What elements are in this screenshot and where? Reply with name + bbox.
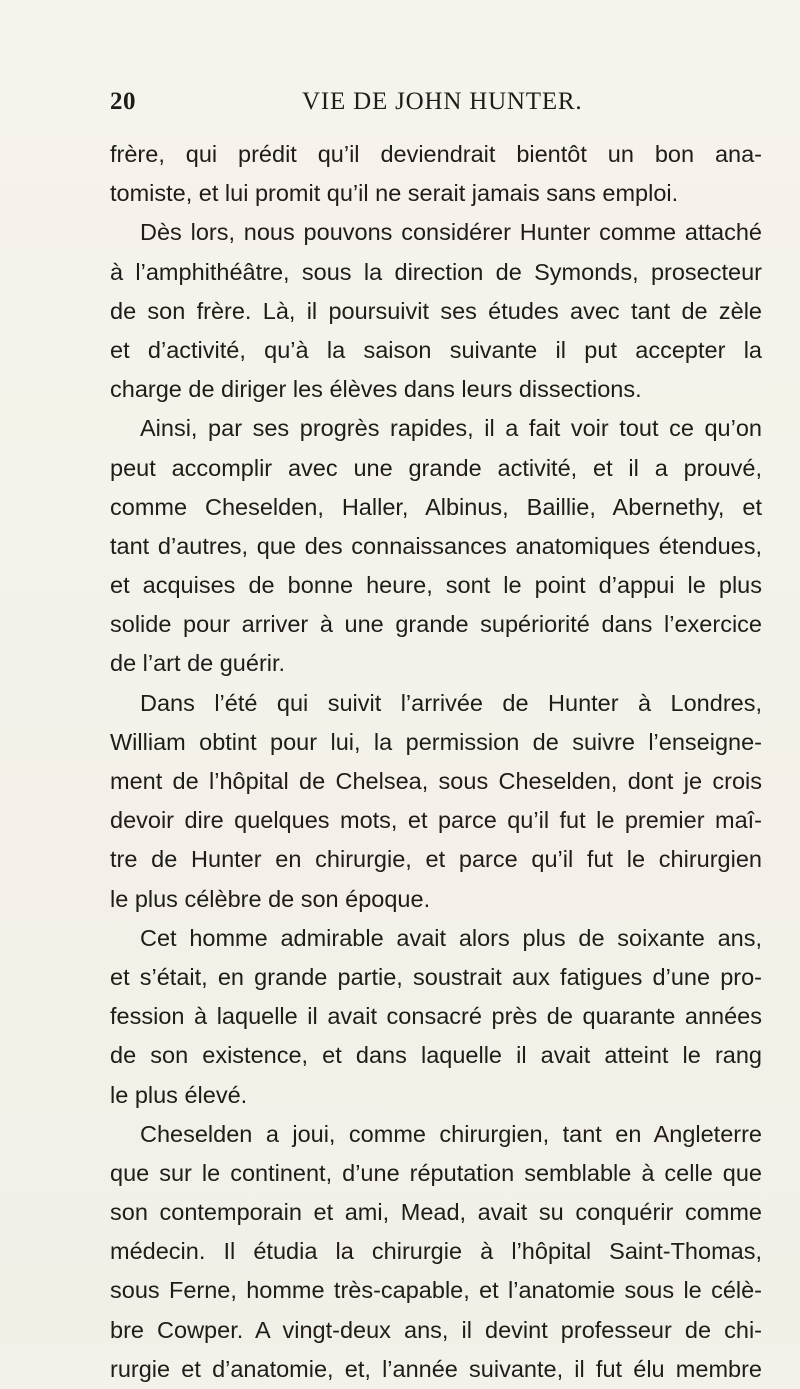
text-line: de son existence, et dans laquelle il avait atteint le rang xyxy=(110,1042,762,1069)
text-line: son contemporain et ami, Mead, avait su conquérir comme xyxy=(110,1199,762,1226)
text-line: fession à laquelle il avait consacré près de quarante années xyxy=(110,1003,762,1030)
text-line: peut accomplir avec une grande activité, et il a prouvé, xyxy=(110,454,762,481)
text-line: que sur le continent, d’une réputation semblable à celle que xyxy=(110,1159,762,1186)
text-line: Dès lors, nous pouvons considérer Hunter comme attaché xyxy=(140,219,762,246)
text-line: de son frère. Là, il poursuivit ses études avec tant de zèle xyxy=(110,297,762,324)
text-line: tomiste, et lui promit qu’il ne serait jamais sans emploi. xyxy=(110,180,679,207)
text-line: ment de l’hôpital de Chelsea, sous Cheselden, dont je crois xyxy=(110,768,762,794)
text-line: charge de diriger les élèves dans leurs dissections. xyxy=(110,376,642,403)
text-line: et acquises de bonne heure, sont le point d’appui le plus xyxy=(110,572,762,599)
page-header xyxy=(110,88,760,122)
text-line: William obtint pour lui, la permission de suivre l’enseigne- xyxy=(110,728,762,755)
text-line: Dans l’été qui suivit l’arrivée de Hunter à Londres, xyxy=(140,689,762,716)
text-line: bre Cowper. A vingt-deux ans, il devint professeur de chi- xyxy=(110,1316,762,1343)
text-line: le plus célèbre de son époque. xyxy=(110,885,431,912)
text-line: et s’était, en grande partie, soustrait aux fatigues d’une pro- xyxy=(110,963,762,990)
text-line: et d’activité, qu’à la saison suivante il put accepter la xyxy=(110,336,762,363)
text-line: Ainsi, par ses progrès rapides, il a fait voir tout ce qu’on xyxy=(140,415,762,442)
text-line: sous Ferne, homme très-capable, et l’anatomie sous le célè- xyxy=(110,1277,762,1304)
text-line: Cheselden a joui, comme chirurgien, tant en Angleterre xyxy=(140,1120,762,1147)
running-title: VIE DE JOHN HUNTER. xyxy=(302,88,583,115)
text-line: frère, qui prédit qu’il deviendrait bientôt un bon ana- xyxy=(110,141,762,167)
text-line: tant d’autres, que des connaissances anatomiques étendues, xyxy=(110,532,762,559)
text-line: médecin. Il étudia la chirurgie à l’hôpital Saint-Thomas, xyxy=(110,1238,762,1265)
body-text xyxy=(110,135,762,1389)
text-line: solide pour arriver à une grande supériorité dans l’exercice xyxy=(110,611,762,638)
text-line: tre de Hunter en chirurgie, et parce qu’il fut le chirurgien xyxy=(110,846,762,873)
page-number: 20 xyxy=(110,88,136,115)
text-line: à l’amphithéâtre, sous la direction de Symonds, prosecteur xyxy=(110,258,762,285)
text-line: de l’art de guérir. xyxy=(110,650,286,677)
text-line: devoir dire quelques mots, et parce qu’il fut le premier maî- xyxy=(110,807,762,834)
text-line: comme Cheselden, Haller, Albinus, Baillie, Abernethy, et xyxy=(110,493,762,520)
text-line: le plus élevé. xyxy=(110,1081,248,1108)
text-line: rurgie et d’anatomie, et, l’année suivante, il fut élu membre xyxy=(110,1355,762,1382)
text-line: Cet homme admirable avait alors plus de soixante ans, xyxy=(140,924,762,951)
